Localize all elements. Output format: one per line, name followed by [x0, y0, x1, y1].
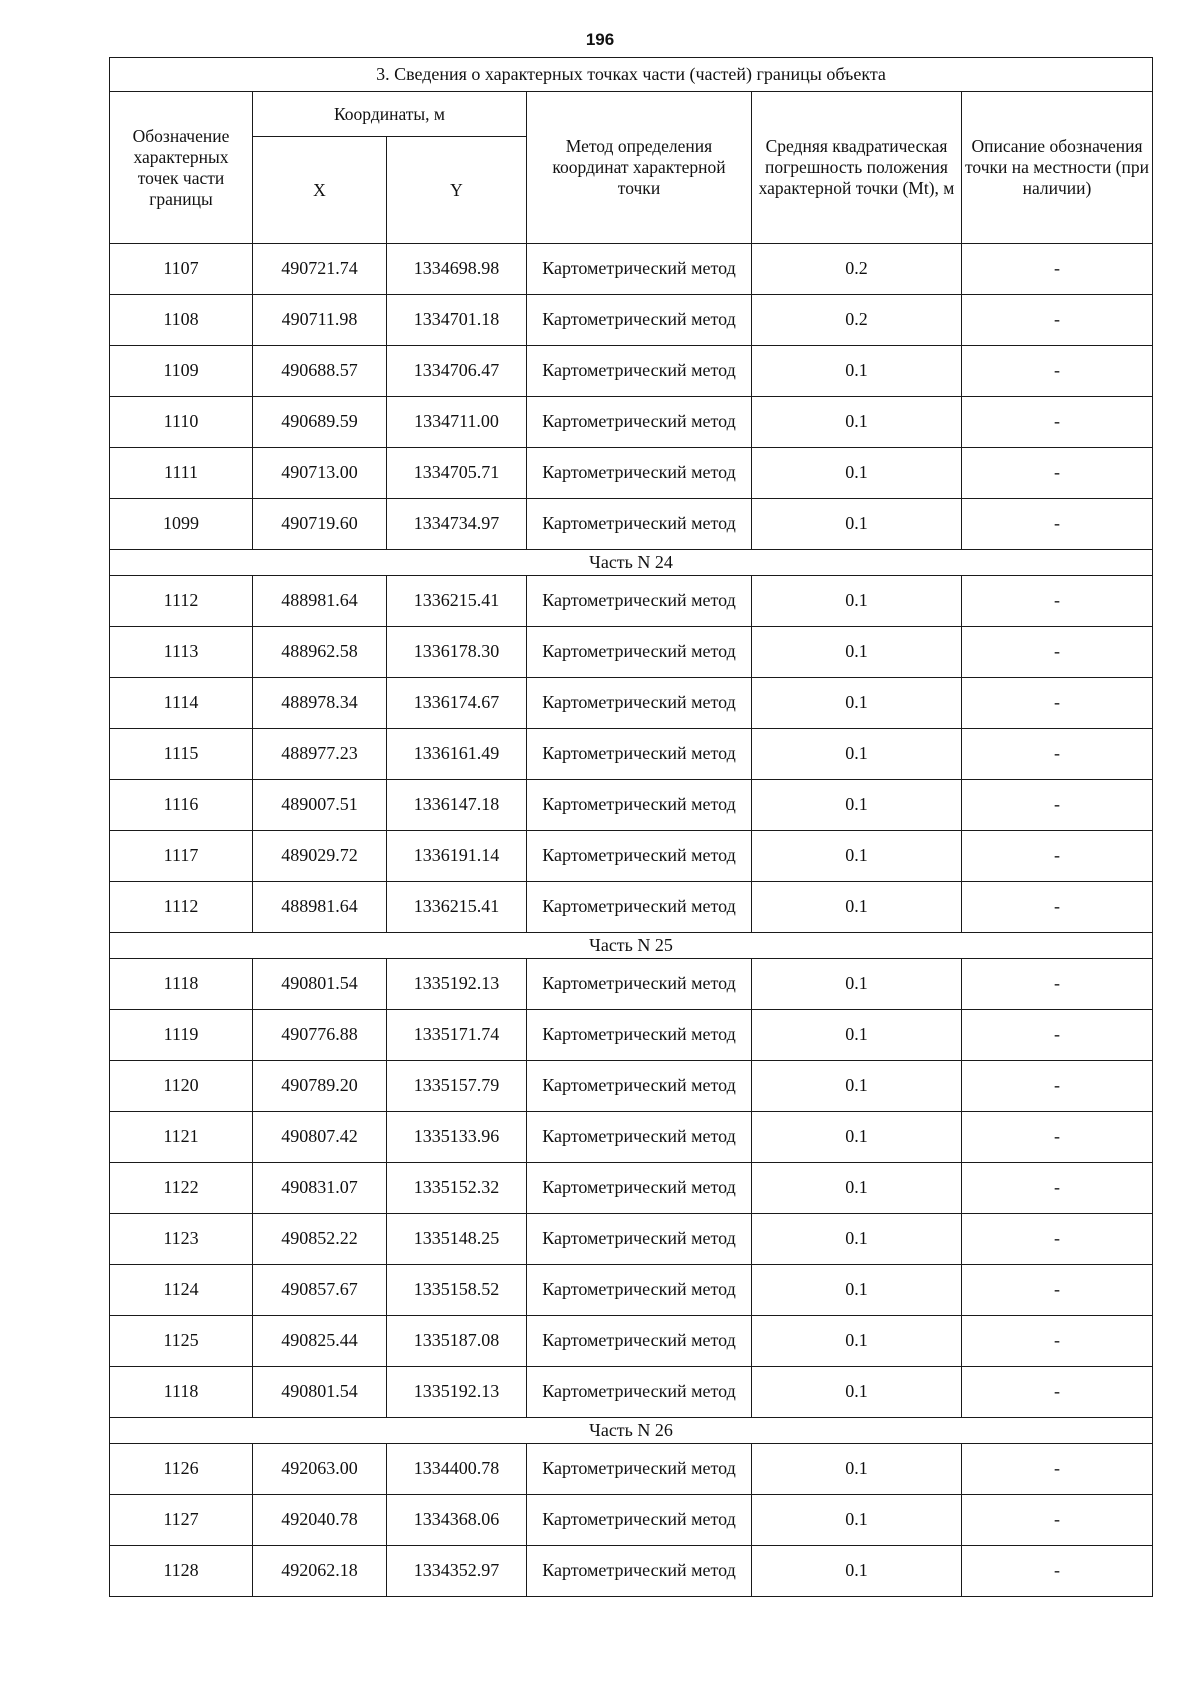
- cell-point: 1126: [110, 1444, 253, 1495]
- table-row: [110, 499, 1153, 550]
- table-row: [110, 1495, 1153, 1546]
- cell-error: 0.1: [752, 1546, 962, 1597]
- cell-description: -: [962, 831, 1153, 882]
- points-table: [109, 57, 1153, 1597]
- cell-x: 488977.23: [253, 729, 387, 780]
- table-row: [110, 1316, 1153, 1367]
- cell-error: 0.1: [752, 1316, 962, 1367]
- cell-point: 1117: [110, 831, 253, 882]
- cell-x: 490852.22: [253, 1214, 387, 1265]
- table-row: [110, 1444, 1153, 1495]
- cell-description: -: [962, 499, 1153, 550]
- table-row: [110, 1214, 1153, 1265]
- cell-y: 1336215.41: [387, 882, 527, 933]
- cell-method: Картометрический метод: [527, 1214, 752, 1265]
- cell-point: 1111: [110, 448, 253, 499]
- table-row: [110, 1061, 1153, 1112]
- cell-error: 0.1: [752, 1367, 962, 1418]
- cell-error: 0.1: [752, 882, 962, 933]
- cell-description: -: [962, 1061, 1153, 1112]
- cell-method: Картометрический метод: [527, 678, 752, 729]
- table-row: [110, 831, 1153, 882]
- cell-error: 0.1: [752, 1061, 962, 1112]
- header-point: Обозначение характерных точек части границы: [110, 92, 253, 244]
- cell-description: -: [962, 1495, 1153, 1546]
- table-row: [110, 576, 1153, 627]
- table-row: [110, 627, 1153, 678]
- cell-method: Картометрический метод: [527, 1010, 752, 1061]
- cell-error: 0.1: [752, 1214, 962, 1265]
- cell-error: 0.1: [752, 831, 962, 882]
- table-row: [110, 678, 1153, 729]
- cell-description: -: [962, 1163, 1153, 1214]
- cell-description: -: [962, 295, 1153, 346]
- cell-point: 1119: [110, 1010, 253, 1061]
- cell-y: 1335171.74: [387, 1010, 527, 1061]
- cell-y: 1336178.30: [387, 627, 527, 678]
- cell-description: -: [962, 678, 1153, 729]
- header-error: Средняя квадратическая погрешность положения характерной точки (Mt), м: [752, 92, 962, 244]
- cell-error: 0.1: [752, 729, 962, 780]
- table-row: [110, 346, 1153, 397]
- cell-method: Картометрический метод: [527, 1367, 752, 1418]
- cell-method: Картометрический метод: [527, 1112, 752, 1163]
- cell-y: 1336161.49: [387, 729, 527, 780]
- cell-x: 492040.78: [253, 1495, 387, 1546]
- cell-x: 488981.64: [253, 576, 387, 627]
- page-number: 196: [585, 30, 615, 49]
- cell-point: 1107: [110, 244, 253, 295]
- cell-method: Картометрический метод: [527, 499, 752, 550]
- cell-error: 0.1: [752, 1495, 962, 1546]
- cell-x: 492062.18: [253, 1546, 387, 1597]
- cell-x: 490776.88: [253, 1010, 387, 1061]
- cell-y: 1335158.52: [387, 1265, 527, 1316]
- cell-error: 0.2: [752, 295, 962, 346]
- cell-error: 0.1: [752, 1163, 962, 1214]
- cell-point: 1127: [110, 1495, 253, 1546]
- cell-x: 489029.72: [253, 831, 387, 882]
- cell-method: Картометрический метод: [527, 295, 752, 346]
- cell-y: 1335192.13: [387, 959, 527, 1010]
- cell-method: Картометрический метод: [527, 1163, 752, 1214]
- cell-method: Картометрический метод: [527, 729, 752, 780]
- cell-method: Картометрический метод: [527, 1316, 752, 1367]
- cell-y: 1334706.47: [387, 346, 527, 397]
- table-row: [110, 1546, 1153, 1597]
- table-row: [110, 1010, 1153, 1061]
- cell-description: -: [962, 1010, 1153, 1061]
- cell-description: -: [962, 244, 1153, 295]
- cell-method: Картометрический метод: [527, 882, 752, 933]
- cell-point: 1125: [110, 1316, 253, 1367]
- cell-error: 0.1: [752, 346, 962, 397]
- cell-description: -: [962, 1112, 1153, 1163]
- cell-description: -: [962, 627, 1153, 678]
- table-row: [110, 1367, 1153, 1418]
- cell-x: 490689.59: [253, 397, 387, 448]
- cell-x: 490711.98: [253, 295, 387, 346]
- table-row: [110, 1112, 1153, 1163]
- cell-error: 0.2: [752, 244, 962, 295]
- cell-description: -: [962, 1546, 1153, 1597]
- cell-x: 490801.54: [253, 959, 387, 1010]
- cell-point: 1118: [110, 959, 253, 1010]
- cell-point: 1122: [110, 1163, 253, 1214]
- header-description: Описание обозначения точки на местности (при наличии): [962, 92, 1153, 244]
- cell-point: 1099: [110, 499, 253, 550]
- cell-point: 1124: [110, 1265, 253, 1316]
- cell-error: 0.1: [752, 959, 962, 1010]
- table-header: [110, 58, 1153, 244]
- cell-x: 490831.07: [253, 1163, 387, 1214]
- cell-error: 0.1: [752, 1265, 962, 1316]
- part-label: Часть N 24: [110, 550, 1153, 576]
- cell-y: 1335157.79: [387, 1061, 527, 1112]
- cell-error: 0.1: [752, 1444, 962, 1495]
- cell-x: 492063.00: [253, 1444, 387, 1495]
- cell-description: -: [962, 1214, 1153, 1265]
- cell-point: 1128: [110, 1546, 253, 1597]
- cell-y: 1336174.67: [387, 678, 527, 729]
- table-row: [110, 1163, 1153, 1214]
- cell-y: 1334701.18: [387, 295, 527, 346]
- section-title: 3. Сведения о характерных точках части (частей) границы объекта: [110, 58, 1153, 92]
- cell-method: Картометрический метод: [527, 1444, 752, 1495]
- cell-description: -: [962, 1444, 1153, 1495]
- cell-y: 1335148.25: [387, 1214, 527, 1265]
- cell-method: Картометрический метод: [527, 448, 752, 499]
- cell-x: 490807.42: [253, 1112, 387, 1163]
- part-label: Часть N 26: [110, 1418, 1153, 1444]
- table-row: [110, 1265, 1153, 1316]
- cell-y: 1334705.71: [387, 448, 527, 499]
- cell-point: 1118: [110, 1367, 253, 1418]
- cell-x: 490825.44: [253, 1316, 387, 1367]
- table-row: [110, 882, 1153, 933]
- cell-x: 489007.51: [253, 780, 387, 831]
- cell-error: 0.1: [752, 576, 962, 627]
- cell-y: 1335192.13: [387, 1367, 527, 1418]
- cell-description: -: [962, 959, 1153, 1010]
- header-method: Метод определения координат характерной точки: [527, 92, 752, 244]
- cell-description: -: [962, 882, 1153, 933]
- header-x: X: [253, 137, 387, 244]
- table-row: [110, 295, 1153, 346]
- cell-x: 490857.67: [253, 1265, 387, 1316]
- table-row: [110, 397, 1153, 448]
- cell-description: -: [962, 576, 1153, 627]
- cell-description: -: [962, 448, 1153, 499]
- header-coords: Координаты, м: [253, 92, 527, 137]
- cell-error: 0.1: [752, 678, 962, 729]
- cell-method: Картометрический метод: [527, 576, 752, 627]
- cell-description: -: [962, 729, 1153, 780]
- cell-x: 488962.58: [253, 627, 387, 678]
- cell-description: -: [962, 1316, 1153, 1367]
- cell-y: 1335133.96: [387, 1112, 527, 1163]
- part-label: Часть N 25: [110, 933, 1153, 959]
- cell-x: 490713.00: [253, 448, 387, 499]
- cell-description: -: [962, 1367, 1153, 1418]
- cell-point: 1116: [110, 780, 253, 831]
- header-y: Y: [387, 137, 527, 244]
- cell-method: Картометрический метод: [527, 959, 752, 1010]
- cell-y: 1335152.32: [387, 1163, 527, 1214]
- cell-y: 1334400.78: [387, 1444, 527, 1495]
- cell-y: 1334698.98: [387, 244, 527, 295]
- cell-method: Картометрический метод: [527, 780, 752, 831]
- cell-point: 1108: [110, 295, 253, 346]
- cell-error: 0.1: [752, 1112, 962, 1163]
- cell-y: 1336191.14: [387, 831, 527, 882]
- cell-point: 1121: [110, 1112, 253, 1163]
- cell-x: 490801.54: [253, 1367, 387, 1418]
- cell-x: 490721.74: [253, 244, 387, 295]
- cell-method: Картометрический метод: [527, 346, 752, 397]
- cell-point: 1120: [110, 1061, 253, 1112]
- cell-point: 1109: [110, 346, 253, 397]
- cell-method: Картометрический метод: [527, 627, 752, 678]
- table-body: [110, 244, 1153, 1597]
- cell-error: 0.1: [752, 448, 962, 499]
- cell-y: 1334352.97: [387, 1546, 527, 1597]
- cell-point: 1112: [110, 882, 253, 933]
- cell-method: Картометрический метод: [527, 1546, 752, 1597]
- cell-method: Картометрический метод: [527, 1265, 752, 1316]
- table-row: [110, 780, 1153, 831]
- table-row: [110, 244, 1153, 295]
- cell-y: 1334368.06: [387, 1495, 527, 1546]
- table-row: [110, 959, 1153, 1010]
- cell-x: 490789.20: [253, 1061, 387, 1112]
- cell-method: Картометрический метод: [527, 244, 752, 295]
- cell-error: 0.1: [752, 627, 962, 678]
- cell-point: 1114: [110, 678, 253, 729]
- cell-error: 0.1: [752, 1010, 962, 1061]
- table-row: [110, 448, 1153, 499]
- cell-method: Картометрический метод: [527, 1495, 752, 1546]
- table-row: [110, 729, 1153, 780]
- cell-y: 1336215.41: [387, 576, 527, 627]
- cell-method: Картометрический метод: [527, 831, 752, 882]
- cell-point: 1123: [110, 1214, 253, 1265]
- cell-x: 490719.60: [253, 499, 387, 550]
- cell-x: 488981.64: [253, 882, 387, 933]
- cell-description: -: [962, 780, 1153, 831]
- cell-x: 490688.57: [253, 346, 387, 397]
- cell-point: 1115: [110, 729, 253, 780]
- cell-y: 1334711.00: [387, 397, 527, 448]
- cell-y: 1334734.97: [387, 499, 527, 550]
- cell-point: 1112: [110, 576, 253, 627]
- cell-error: 0.1: [752, 397, 962, 448]
- cell-y: 1336147.18: [387, 780, 527, 831]
- cell-description: -: [962, 1265, 1153, 1316]
- cell-x: 488978.34: [253, 678, 387, 729]
- cell-description: -: [962, 397, 1153, 448]
- cell-point: 1113: [110, 627, 253, 678]
- cell-method: Картометрический метод: [527, 397, 752, 448]
- part-row: [110, 933, 1153, 959]
- cell-point: 1110: [110, 397, 253, 448]
- cell-error: 0.1: [752, 780, 962, 831]
- cell-y: 1335187.08: [387, 1316, 527, 1367]
- cell-description: -: [962, 346, 1153, 397]
- cell-error: 0.1: [752, 499, 962, 550]
- part-row: [110, 550, 1153, 576]
- cell-method: Картометрический метод: [527, 1061, 752, 1112]
- part-row: [110, 1418, 1153, 1444]
